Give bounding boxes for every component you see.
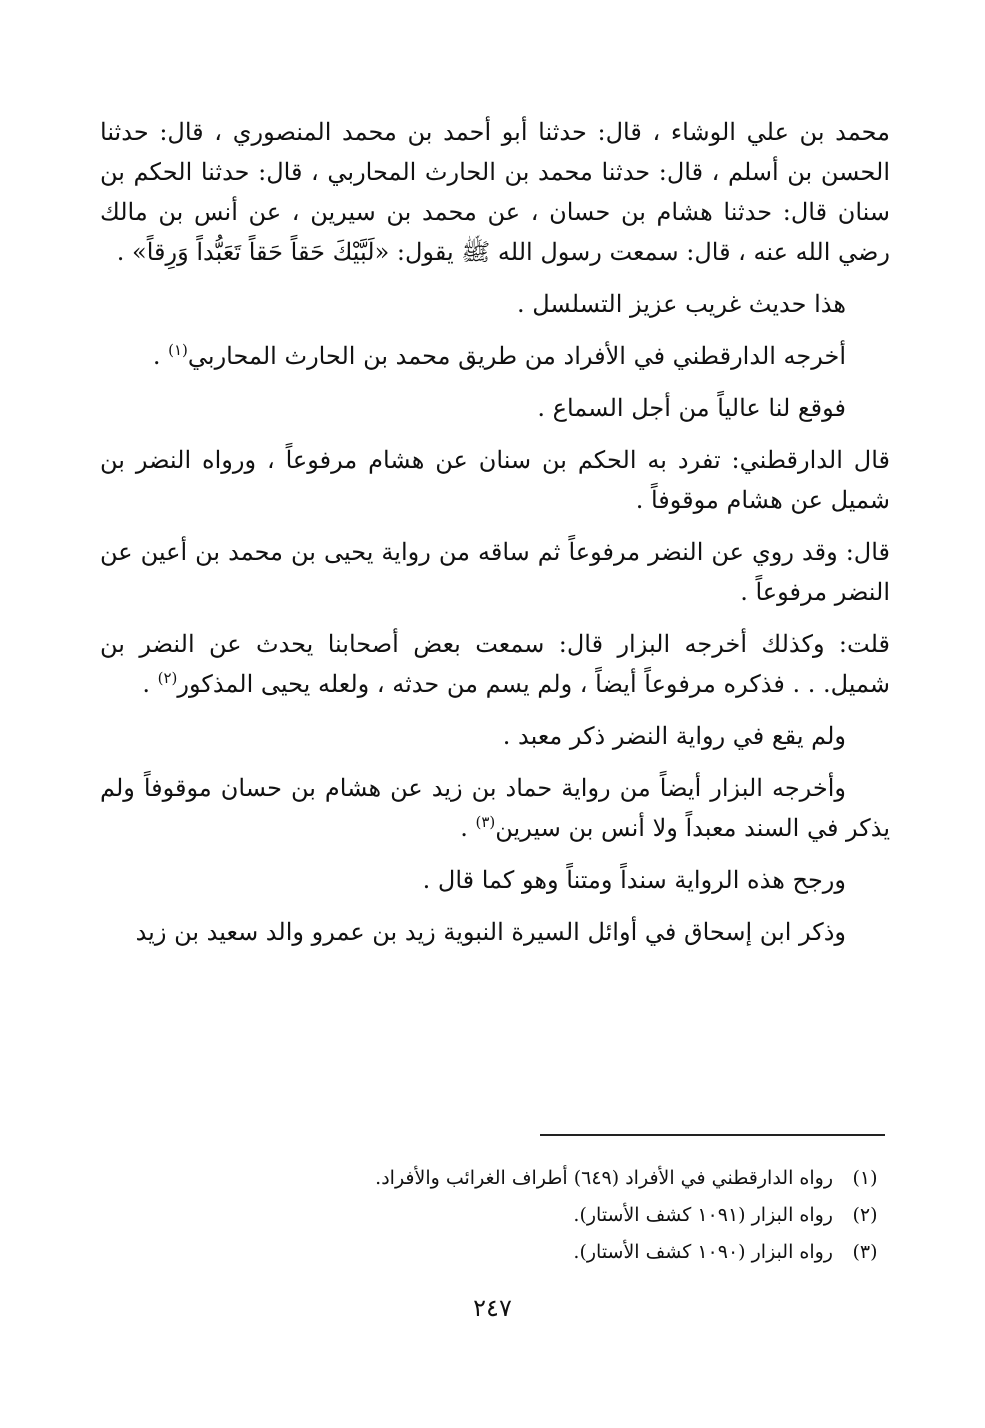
footnote-text: رواه البزار (١٠٩١ كشف الأستار).: [573, 1204, 833, 1226]
paragraph-bazzar: [100, 768, 890, 848]
paragraph-isnad: [100, 112, 890, 272]
footnote-text: رواه الدارقطني في الأفراد (٦٤٩) أطراف الغرائب والأفراد.: [375, 1167, 833, 1189]
footnote-separator: [540, 1134, 885, 1136]
paragraph-tarjih: [100, 860, 890, 900]
footnote-ref-3[interactable]: (٣): [475, 813, 496, 831]
footnote-2: [100, 1197, 885, 1234]
paragraph-text: هذا حديث غريب عزيز التسلسل .: [516, 290, 846, 318]
paragraph-daraqutni: [100, 440, 890, 520]
paragraph-sama: [100, 388, 890, 428]
main-text: [100, 112, 890, 964]
paragraph-text: قال: وقد روي عن النضر مرفوعاً ثم ساقه من رواية يحيى بن محمد بن أعين عن النضر مرفوعاً .: [100, 538, 890, 606]
paragraph-text: محمد بن علي الوشاء ، قال: حدثنا أبو أحمد بن محمد المنصوري ، قال: حدثنا الحسن بن أسلم ، قال: حدثنا محمد بن الحارث المحاربي ، قال: حدثنا الحكم بن سنان قال: حدثنا هشام بن حسان ، عن محمد بن سيرين ، عن أنس بن مالك رضي الله عنه ، قال: سمعت رسول الله ﷺ يقول: «لَبَّيْكَ حَقاً حَقاً تَعَبُّداً وَرِقاً» .: [100, 118, 890, 266]
paragraph-text: أخرجه الدارقطني في الأفراد من طريق محمد بن الحارث المحاربي: [187, 342, 846, 370]
footnote-1: [100, 1160, 885, 1197]
footnote-number: (١): [852, 1167, 878, 1189]
paragraph-text: قال الدارقطني: تفرد به الحكم بن سنان عن هشام مرفوعاً ، ورواه النضر بن شميل عن هشام موقوفاً .: [100, 446, 890, 514]
page-number: ٢٤٧: [473, 1294, 512, 1322]
footnote-number: (٣): [852, 1241, 878, 1263]
paragraph-ibn-ishaq: [100, 912, 890, 952]
footnote-ref-2[interactable]: (٢): [157, 669, 178, 687]
footnotes: [100, 1160, 885, 1271]
paragraph-text: ورجح هذه الرواية سنداً ومتناً وهو كما قال .: [422, 866, 846, 894]
paragraph-text: وأخرجه البزار أيضاً من رواية حماد بن زيد عن هشام بن حسان موقوفاً ولم يذكر في السند معبداً ولا أنس بن سيرين: [100, 774, 890, 842]
paragraph-takhrij: [100, 336, 890, 376]
paragraph-mabad: [100, 716, 890, 756]
paragraph-qal: [100, 532, 890, 612]
paragraph-text: قلت: وكذلك أخرجه البزار قال: سمعت بعض أصحابنا يحدث عن النضر بن شميل. . . فذكره مرفوعاً أيضاً ، ولم يسم من حدثه ، ولعله يحيى المذكور: [100, 630, 890, 698]
paragraph-tail: .: [142, 670, 158, 698]
paragraph-text: فوقع لنا عالياً من أجل السماع .: [537, 394, 846, 422]
footnote-ref-1[interactable]: (١): [168, 341, 188, 359]
footnote-3: [100, 1234, 885, 1271]
footnote-number: (٢): [852, 1204, 878, 1226]
footnote-text: رواه البزار (١٠٩٠ كشف الأستار).: [573, 1241, 833, 1263]
paragraph-text: وذكر ابن إسحاق في أوائل السيرة النبوية زيد بن عمرو والد سعيد بن زيد: [135, 918, 846, 946]
paragraph-tail: .: [460, 814, 476, 842]
paragraph-tail: .: [152, 342, 169, 370]
paragraph-text: ولم يقع في رواية النضر ذكر معبد .: [502, 722, 846, 750]
paragraph-grading: [100, 284, 890, 324]
paragraph-qultu: [100, 624, 890, 704]
